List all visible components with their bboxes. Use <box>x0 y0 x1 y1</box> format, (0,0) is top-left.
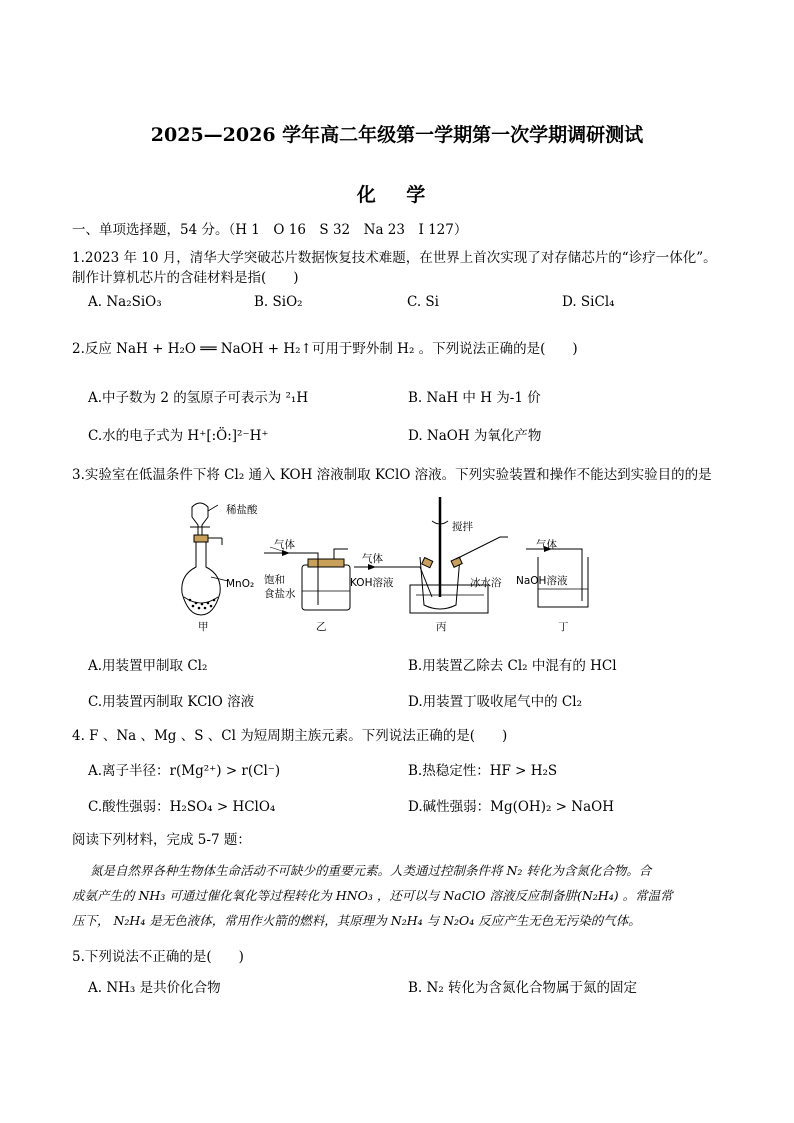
outlet-tube <box>334 549 348 559</box>
bottle-stopper <box>308 559 344 567</box>
apparatus-jia <box>182 503 228 615</box>
label-koh: KOH溶液 <box>350 577 394 589</box>
q4-option-c: C.酸性强弱：H₂SO₄ > HClO₄ <box>88 799 276 815</box>
label-saturated: 饱和 <box>264 574 285 586</box>
label-yi: 乙 <box>316 621 327 633</box>
q3-stem: 3.实验室在低温条件下将 Cl₂ 通入 KOH 溶液制取 KClO 溶液。下列实验装置和操作不能达到实验目的的是 <box>72 467 712 483</box>
q1-stem-line2: 制作计算机芯片的含硅材料是指( ) <box>72 270 299 286</box>
q1-option-d: D. SiCl₄ <box>562 294 615 310</box>
q4-option-b: B.热稳定性：HF > H₂S <box>408 763 558 779</box>
q5-stem: 5.下列说法不正确的是( ) <box>72 949 244 965</box>
gas-outlet-tube <box>456 537 508 559</box>
q1-option-a: A. Na₂SiO₃ <box>88 294 162 310</box>
section-heading: 一、单项选择题，54 分。（H 1 O 16 S 32 Na 23 I 127） <box>72 222 468 238</box>
label-stir: 搅拌 <box>452 521 473 533</box>
q1-option-c: C. Si <box>407 294 439 310</box>
label-ding: 丁 <box>558 621 569 633</box>
q3-option-c: C.用装置丙制取 KClO 溶液 <box>88 694 255 710</box>
q2-stem: 2.反应 NaH + H₂O ══ NaOH + H₂↑可用于野外制 H₂ 。下列说法正确的是( ) <box>72 341 578 357</box>
apparatus-diagram <box>170 497 600 636</box>
q2-option-b: B. NaH 中 H 为-1 价 <box>408 390 541 406</box>
q5-option-b: B. N₂ 转化为含氮化合物属于氮的固定 <box>408 980 638 996</box>
reading-paragraph-line1: 氮是自然界各种生物体生命活动不可缺少的重要元素。人类通过控制条件将 N₂ 转化为含氮化合物。合 <box>90 863 652 878</box>
q3-option-a: A.用装置甲制取 Cl₂ <box>88 658 208 674</box>
label-bing-gas: 气体 <box>362 553 383 565</box>
label-ding-gas: 气体 <box>536 539 557 551</box>
q3-option-b: B.用装置乙除去 Cl₂ 中混有的 HCl <box>408 658 617 674</box>
label-yi-gas: 气体 <box>274 539 295 551</box>
q2-option-a: A.中子数为 2 的氢原子可表示为 ²₁H <box>88 390 309 406</box>
label-bing: 丙 <box>436 621 447 633</box>
exam-title: 2025—2026 学年高二年级第一学期第一次学期调研测试 <box>150 124 644 146</box>
q4-option-a: A.离子半径：r(Mg²⁺) > r(Cl⁻) <box>88 763 281 779</box>
reading-intro: 阅读下列材料，完成 5-7 题： <box>72 832 251 848</box>
reading-paragraph-line3: 压下， N₂H₄ 是无色液体，常用作火箭的燃料，其原理为 N₂H₄ 与 N₂O₄ 反应产生无色无污染的气体。 <box>72 913 641 928</box>
separatory-funnel <box>192 503 208 535</box>
subject-title: 化 学 <box>356 184 438 206</box>
washing-bottle <box>302 565 350 610</box>
label-ice-bath: 冰水浴 <box>470 577 502 589</box>
label-jia: 甲 <box>198 621 209 633</box>
q2-option-d: D. NaOH 为氧化产物 <box>408 428 542 444</box>
q1-stem-line1: 1.2023 年 10 月，清华大学突破芯片数据恢复技术难题，在世界上首次实现了对存储芯片的“诊疗一体化”。 <box>72 250 717 266</box>
label-dilute-hcl: 稀盐酸 <box>226 504 258 516</box>
reading-paragraph-line2: 成氨产生的 NH₃ 可通过催化氧化等过程转化为 HNO₃ ，还可以与 NaClO 溶液反应制备肼(N₂H₄) 。常温常 <box>72 888 673 903</box>
q3-option-d: D.用装置丁吸收尾气中的 Cl₂ <box>408 694 582 710</box>
q5-option-a: A. NH₃ 是共价化合物 <box>88 980 221 996</box>
q1-option-b: B. SiO₂ <box>254 294 303 310</box>
q4-stem: 4. F 、Na 、Mg 、S 、Cl 为短周期主族元素。下列说法正确的是( ) <box>72 728 508 744</box>
apparatus-svg <box>170 497 600 632</box>
label-naoh: NaOH溶液 <box>516 575 568 587</box>
q2-option-c: C.水的电子式为 H⁺[:Ö:]²⁻H⁺ <box>88 428 269 444</box>
label-brine: 食盐水 <box>264 588 296 600</box>
q4-option-d: D.碱性强弱：Mg(OH)₂ > NaOH <box>408 799 614 815</box>
flask-stopper <box>194 535 208 542</box>
label-mno2: MnO₂ <box>226 578 255 590</box>
